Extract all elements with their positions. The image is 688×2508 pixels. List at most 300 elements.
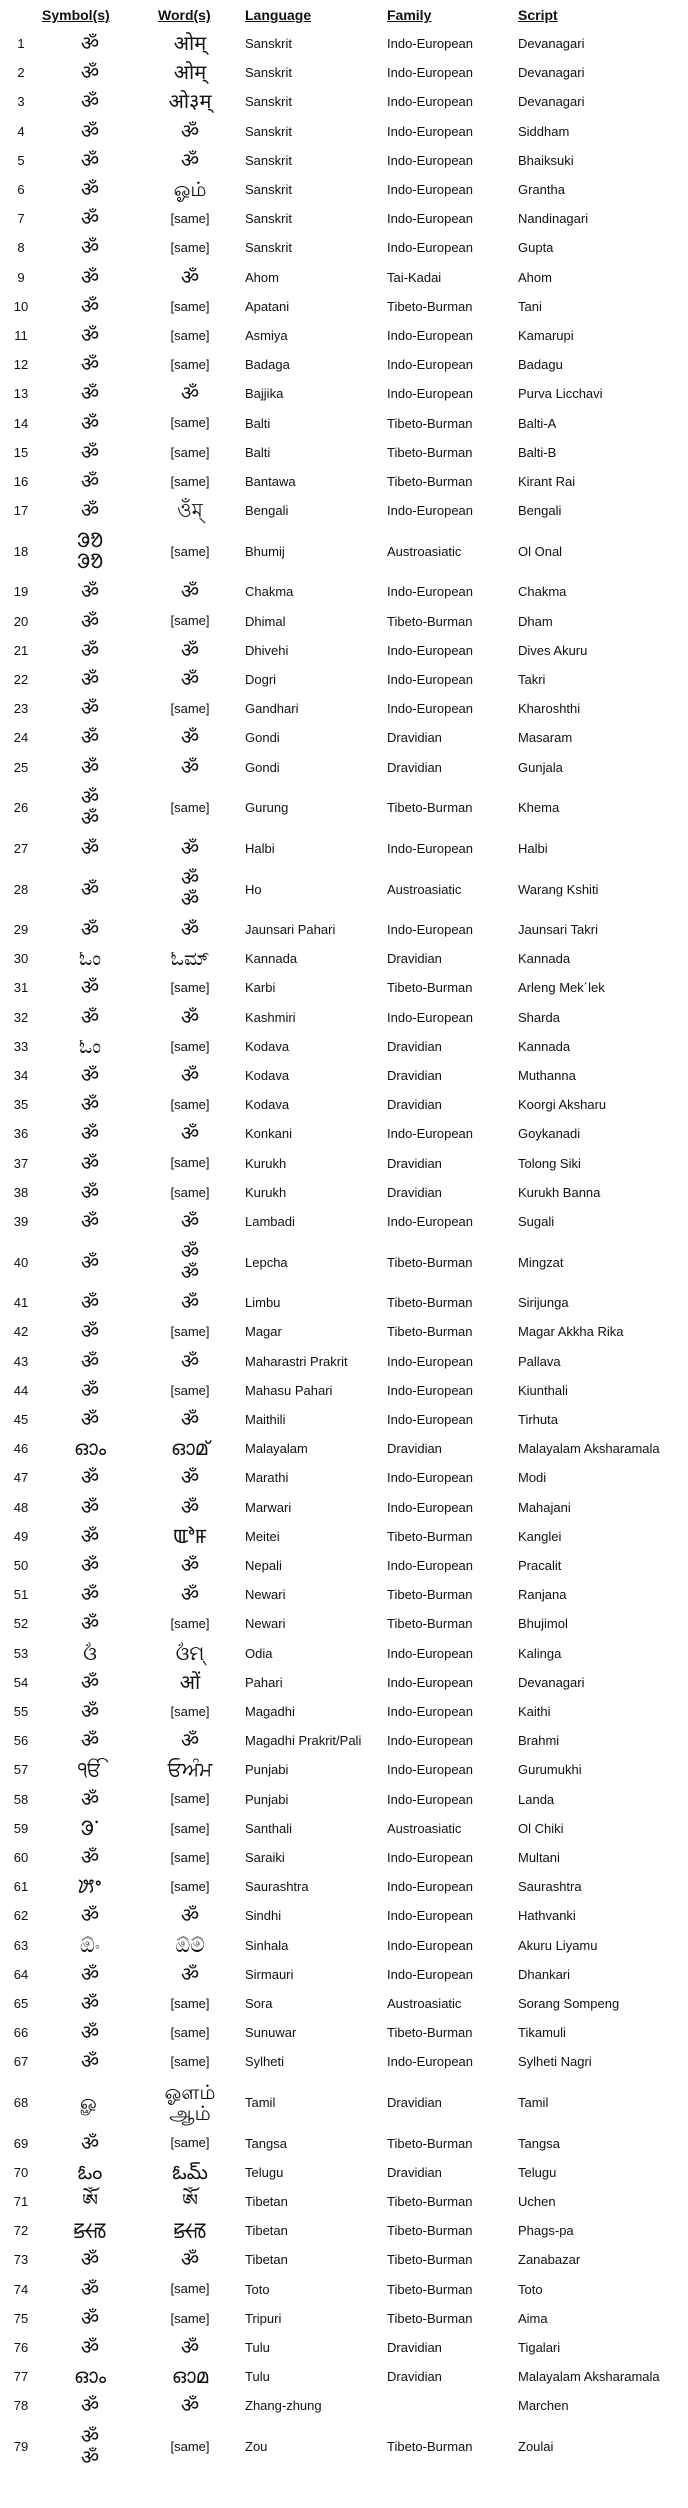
row-number: 39 bbox=[13, 1214, 29, 1230]
family-cell: Indo-European bbox=[387, 1353, 474, 1369]
symbol-cell bbox=[40, 1843, 140, 1872]
symbol-glyph: ॐ bbox=[80, 1611, 100, 1636]
symbol-glyph: ༀ bbox=[81, 2189, 99, 2214]
row-number: 27 bbox=[13, 840, 29, 856]
table-row bbox=[0, 1989, 688, 2018]
language-cell: Karbi bbox=[245, 980, 276, 996]
word-cell bbox=[140, 665, 240, 694]
table-row bbox=[0, 2304, 688, 2333]
symbol-glyph: ॐ bbox=[80, 2247, 100, 2272]
family-cell: Indo-European bbox=[387, 36, 474, 52]
script-cell: Bhujimol bbox=[518, 1616, 568, 1632]
word-text: [same] bbox=[170, 327, 210, 343]
symbol-glyph: ੴ bbox=[77, 1757, 103, 1782]
table-row bbox=[0, 467, 688, 496]
symbol-cell bbox=[40, 944, 140, 973]
table-row bbox=[0, 1149, 688, 1178]
symbol-glyph: ॐ bbox=[80, 579, 100, 604]
language-cell: Tibetan bbox=[245, 2252, 288, 2268]
row-number: 76 bbox=[13, 2340, 29, 2356]
language-cell: Balti bbox=[245, 444, 271, 460]
symbol-glyph: ॐ bbox=[80, 1582, 100, 1607]
word-cell bbox=[140, 1551, 240, 1580]
script-cell: Kannada bbox=[518, 951, 571, 967]
word-text: ॐ bbox=[180, 1494, 200, 1519]
row-number: 16 bbox=[13, 474, 29, 490]
language-cell: Saurashtra bbox=[245, 1879, 309, 1895]
symbol-glyph: ᱳᱸ bbox=[80, 1815, 100, 1840]
row-number: 18 bbox=[13, 543, 29, 559]
language-cell: Sanskrit bbox=[245, 152, 292, 168]
language-cell: Toto bbox=[245, 2281, 270, 2297]
word-cell bbox=[140, 350, 240, 379]
row-number: 31 bbox=[13, 980, 29, 996]
symbol-glyph: ॐ bbox=[80, 2130, 100, 2155]
symbol-glyph: ॐ bbox=[80, 2423, 100, 2448]
family-cell: Tibeto-Burman bbox=[387, 1587, 473, 1603]
language-cell: Gurung bbox=[245, 800, 289, 816]
word-cell bbox=[140, 636, 240, 665]
row-number: 34 bbox=[13, 1068, 29, 1084]
family-cell: Tibeto-Burman bbox=[387, 2281, 473, 2297]
table-row bbox=[0, 2047, 688, 2076]
word-text: ओ३म् bbox=[168, 89, 212, 114]
word-text: ॐ bbox=[180, 118, 200, 143]
row-number: 10 bbox=[13, 298, 29, 314]
word-text: ॐ bbox=[180, 147, 200, 172]
family-cell: Indo-European bbox=[387, 1558, 474, 1574]
script-cell: Gupta bbox=[518, 240, 554, 256]
symbol-cell bbox=[40, 2245, 140, 2274]
family-cell: Indo-European bbox=[387, 386, 474, 402]
family-cell: Indo-European bbox=[387, 1382, 474, 1398]
language-cell: Nepali bbox=[245, 1558, 282, 1574]
word-text: [same] bbox=[170, 543, 210, 559]
symbol-glyph: ॐ bbox=[80, 754, 100, 779]
family-cell: Dravidian bbox=[387, 1038, 442, 1054]
language-cell: Tangsa bbox=[245, 2135, 287, 2151]
table-row bbox=[0, 1960, 688, 1989]
table-row bbox=[0, 379, 688, 408]
table-row bbox=[0, 1814, 688, 1843]
row-number: 40 bbox=[13, 1254, 29, 1270]
script-cell: Balti-B bbox=[518, 444, 557, 460]
word-cell bbox=[140, 525, 240, 577]
symbol-cell bbox=[40, 175, 140, 204]
family-cell: Indo-European bbox=[387, 922, 474, 938]
language-cell: Maithili bbox=[245, 1412, 286, 1428]
row-number: 75 bbox=[13, 2310, 29, 2326]
table-row bbox=[0, 944, 688, 973]
word-cell bbox=[140, 2275, 240, 2304]
family-cell: Dravidian bbox=[387, 2369, 442, 2385]
symbol-cell bbox=[40, 1119, 140, 1148]
family-cell: Indo-European bbox=[387, 1908, 474, 1924]
language-cell: Dhivehi bbox=[245, 642, 289, 658]
word-cell bbox=[140, 1609, 240, 1638]
row-number: 51 bbox=[13, 1587, 29, 1603]
symbol-glyph: ௐ bbox=[80, 2090, 100, 2115]
table-row bbox=[0, 292, 688, 321]
word-cell bbox=[140, 1236, 240, 1288]
word-cell bbox=[140, 1726, 240, 1755]
family-cell: Indo-European bbox=[387, 1791, 474, 1807]
table-row bbox=[0, 2158, 688, 2187]
script-cell: Kirant Rai bbox=[518, 474, 576, 490]
row-number: 5 bbox=[17, 152, 25, 168]
word-text: ॐ bbox=[180, 1582, 200, 1607]
family-cell: Indo-European bbox=[387, 211, 474, 227]
symbol-cell bbox=[40, 1639, 140, 1668]
symbol-glyph: ॐ bbox=[80, 118, 100, 143]
script-cell: Ol Onal bbox=[518, 543, 563, 559]
word-cell bbox=[140, 87, 240, 116]
language-cell: Punjabi bbox=[245, 1791, 289, 1807]
symbol-cell bbox=[40, 350, 140, 379]
language-cell: Maharastri Prakrit bbox=[245, 1353, 348, 1369]
language-cell: Bantawa bbox=[245, 474, 296, 490]
symbol-cell bbox=[40, 263, 140, 292]
symbol-glyph: ॐ bbox=[80, 89, 100, 114]
symbol-cell bbox=[40, 2018, 140, 2047]
language-cell: Tulu bbox=[245, 2340, 270, 2356]
script-cell: Ranjana bbox=[518, 1587, 567, 1603]
symbol-glyph: ॐ bbox=[80, 1249, 100, 1274]
symbol-cell bbox=[40, 2187, 140, 2216]
symbol-glyph: ॐ bbox=[80, 1319, 100, 1344]
family-cell: Indo-European bbox=[387, 1645, 474, 1661]
word-cell bbox=[140, 1317, 240, 1346]
script-cell: Landa bbox=[518, 1791, 555, 1807]
family-cell: Indo-European bbox=[387, 701, 474, 717]
symbol-glyph: ॐ bbox=[80, 835, 100, 860]
script-cell: Tigalari bbox=[518, 2340, 561, 2356]
table-row bbox=[0, 1003, 688, 1032]
symbol-cell bbox=[40, 915, 140, 944]
symbol-glyph: ॐ bbox=[80, 1553, 100, 1578]
language-cell: Sanskrit bbox=[245, 240, 292, 256]
word-cell bbox=[140, 117, 240, 146]
symbol-cell bbox=[40, 636, 140, 665]
row-number: 8 bbox=[17, 240, 25, 256]
language-cell: Bhumij bbox=[245, 543, 285, 559]
word-cell bbox=[140, 1989, 240, 2018]
word-text: ओम् bbox=[173, 31, 207, 56]
script-cell: Marchen bbox=[518, 2398, 569, 2414]
family-cell: Tibeto-Burman bbox=[387, 474, 473, 490]
script-cell: Pallava bbox=[518, 1353, 561, 1369]
symbol-glyph: ॐ bbox=[80, 1179, 100, 1204]
symbol-glyph: ꡝꡡꡏ bbox=[73, 2218, 107, 2243]
word-text: ॐ bbox=[180, 2335, 200, 2360]
row-number: 69 bbox=[13, 2135, 29, 2151]
word-cell bbox=[140, 2018, 240, 2047]
language-cell: Kashmiri bbox=[245, 1009, 296, 1025]
symbol-cell bbox=[40, 1989, 140, 2018]
script-cell: Ahom bbox=[518, 269, 552, 285]
symbol-glyph: ඕං bbox=[80, 1932, 100, 1957]
table-row bbox=[0, 87, 688, 116]
word-cell bbox=[140, 2077, 240, 2129]
symbol-glyph: ॐ bbox=[80, 1348, 100, 1373]
script-cell: Mingzat bbox=[518, 1254, 564, 1270]
symbol-cell bbox=[40, 2333, 140, 2362]
symbol-glyph: ॐ bbox=[80, 2305, 100, 2330]
language-cell: Gandhari bbox=[245, 701, 299, 717]
family-cell: Tibeto-Burman bbox=[387, 1295, 473, 1311]
row-number: 33 bbox=[13, 1038, 29, 1054]
row-number: 35 bbox=[13, 1097, 29, 1113]
word-text: ஓளம் bbox=[164, 2079, 216, 2104]
table-row bbox=[0, 1755, 688, 1784]
word-text: ඕම් bbox=[175, 1932, 205, 1957]
row-number: 65 bbox=[13, 1996, 29, 2012]
word-cell bbox=[140, 1288, 240, 1317]
table-row bbox=[0, 58, 688, 87]
row-number: 59 bbox=[13, 1820, 29, 1836]
language-cell: Odia bbox=[245, 1645, 273, 1661]
table-row bbox=[0, 409, 688, 438]
language-cell: Bajjika bbox=[245, 386, 284, 402]
table-row bbox=[0, 1119, 688, 1148]
symbol-cell bbox=[40, 409, 140, 438]
language-cell: Halbi bbox=[245, 840, 275, 856]
word-cell bbox=[140, 2391, 240, 2420]
word-cell bbox=[140, 834, 240, 863]
row-number: 70 bbox=[13, 2164, 29, 2180]
word-cell bbox=[140, 973, 240, 1002]
language-cell: Sirmauri bbox=[245, 1966, 294, 1982]
language-cell: Sora bbox=[245, 1996, 273, 2012]
symbol-glyph: ॐ bbox=[80, 1494, 100, 1519]
family-cell: Austroasiatic bbox=[387, 543, 462, 559]
word-cell bbox=[140, 1580, 240, 1609]
symbol-glyph: ఓం bbox=[77, 2159, 103, 2184]
word-text: ॐ bbox=[180, 1063, 200, 1088]
word-cell bbox=[140, 1090, 240, 1119]
family-cell: Tibeto-Burman bbox=[387, 1324, 473, 1340]
symbol-cell bbox=[40, 1872, 140, 1901]
word-text: ஓம் bbox=[173, 177, 207, 202]
table-row bbox=[0, 694, 688, 723]
word-cell bbox=[140, 577, 240, 606]
word-cell bbox=[140, 1032, 240, 1061]
script-cell: Sylheti Nagri bbox=[518, 2054, 592, 2070]
script-cell: Tolong Siki bbox=[518, 1155, 581, 1171]
table-row bbox=[0, 1639, 688, 1668]
symbol-glyph: ॐ bbox=[80, 293, 100, 318]
table-row bbox=[0, 1726, 688, 1755]
row-number: 43 bbox=[13, 1353, 29, 1369]
table-row bbox=[0, 2187, 688, 2216]
word-cell bbox=[140, 1207, 240, 1236]
family-cell: Dravidian bbox=[387, 2095, 442, 2111]
symbol-cell bbox=[40, 2362, 140, 2391]
word-text: ॐ bbox=[180, 579, 200, 604]
symbol-glyph: ॐ bbox=[80, 410, 100, 435]
family-cell: Indo-European bbox=[387, 182, 474, 198]
language-cell: Magar bbox=[245, 1324, 282, 1340]
word-cell bbox=[140, 782, 240, 834]
script-cell: Chakma bbox=[518, 584, 567, 600]
word-text: ॐ bbox=[180, 2393, 200, 2418]
row-number: 4 bbox=[17, 123, 25, 139]
row-number: 48 bbox=[13, 1499, 29, 1515]
symbol-glyph: ॐ bbox=[80, 1699, 100, 1724]
row-number: 72 bbox=[13, 2223, 29, 2239]
table-row bbox=[0, 1463, 688, 1492]
word-text: ଓଁମ୍ bbox=[175, 1640, 205, 1665]
script-cell: Siddham bbox=[518, 123, 570, 139]
table-row bbox=[0, 263, 688, 292]
word-cell bbox=[140, 409, 240, 438]
family-cell: Indo-European bbox=[387, 1879, 474, 1895]
table-row bbox=[0, 834, 688, 863]
family-cell: Indo-European bbox=[387, 1009, 474, 1025]
symbol-glyph: ॐ bbox=[80, 1290, 100, 1315]
symbol-cell bbox=[40, 665, 140, 694]
symbol-cell bbox=[40, 1785, 140, 1814]
symbol-cell bbox=[40, 1580, 140, 1609]
word-text: [same] bbox=[170, 1616, 210, 1632]
word-text: [same] bbox=[170, 980, 210, 996]
row-number: 67 bbox=[13, 2054, 29, 2070]
word-cell bbox=[140, 1463, 240, 1492]
word-text: ॐ bbox=[180, 866, 200, 890]
symbol-glyph: ॐ bbox=[80, 1377, 100, 1402]
row-number: 42 bbox=[13, 1324, 29, 1340]
symbol-cell bbox=[40, 2275, 140, 2304]
symbol-cell bbox=[40, 1061, 140, 1090]
table-row bbox=[0, 863, 688, 915]
symbol-glyph: ॐ bbox=[80, 1465, 100, 1490]
language-cell: Kurukh bbox=[245, 1155, 287, 1171]
word-cell bbox=[140, 1785, 240, 1814]
symbol-glyph: ॐ bbox=[80, 917, 100, 942]
family-cell: Dravidian bbox=[387, 1155, 442, 1171]
header-script: Script bbox=[518, 7, 558, 23]
script-cell: Gunjala bbox=[518, 759, 563, 775]
symbol-glyph: ॐ bbox=[80, 1903, 100, 1928]
script-cell: Devanagari bbox=[518, 1674, 585, 1690]
family-cell: Indo-European bbox=[387, 1126, 474, 1142]
script-cell: Tangsa bbox=[518, 2135, 560, 2151]
language-cell: Asmiya bbox=[245, 328, 288, 344]
word-cell bbox=[140, 1960, 240, 1989]
symbol-glyph: ॐ bbox=[80, 1209, 100, 1234]
table-row bbox=[0, 1872, 688, 1901]
row-number: 52 bbox=[13, 1616, 29, 1632]
symbol-cell bbox=[40, 1931, 140, 1960]
table-row bbox=[0, 1090, 688, 1119]
word-text: ओम् bbox=[173, 60, 207, 85]
symbol-cell bbox=[40, 723, 140, 752]
row-number: 36 bbox=[13, 1126, 29, 1142]
family-cell: Tibeto-Burman bbox=[387, 2135, 473, 2151]
table-row bbox=[0, 577, 688, 606]
word-text: ॐ bbox=[180, 637, 200, 662]
language-cell: Saraiki bbox=[245, 1850, 285, 1866]
word-text: ॐ bbox=[180, 887, 200, 911]
table-row bbox=[0, 1061, 688, 1090]
language-cell: Dogri bbox=[245, 672, 277, 688]
table-row bbox=[0, 782, 688, 834]
word-text: [same] bbox=[170, 2438, 210, 2454]
symbol-cell bbox=[40, 1668, 140, 1697]
symbol-glyph: ॐ bbox=[80, 1991, 100, 2016]
row-number: 57 bbox=[13, 1762, 29, 1778]
family-cell: Indo-European bbox=[387, 1674, 474, 1690]
symbol-cell bbox=[40, 1726, 140, 1755]
family-cell: Dravidian bbox=[387, 1097, 442, 1113]
row-number: 47 bbox=[13, 1470, 29, 1486]
row-number: 13 bbox=[13, 386, 29, 402]
script-cell: Gurumukhi bbox=[518, 1762, 582, 1778]
family-cell: Indo-European bbox=[387, 152, 474, 168]
word-text: [same] bbox=[170, 2135, 210, 2151]
language-cell: Lambadi bbox=[245, 1214, 295, 1230]
row-number: 14 bbox=[13, 415, 29, 431]
row-number: 7 bbox=[17, 211, 25, 227]
row-number: 24 bbox=[13, 730, 29, 746]
word-text: ꡝꡡꡏ bbox=[173, 2218, 207, 2243]
word-cell bbox=[140, 1814, 240, 1843]
script-cell: Magar Akkha Rika bbox=[518, 1324, 624, 1340]
word-text: [same] bbox=[170, 210, 210, 226]
word-text: ਓਅੰਮ bbox=[167, 1757, 213, 1782]
symbol-glyph: ॐ bbox=[80, 1523, 100, 1548]
word-text: [same] bbox=[170, 1155, 210, 1171]
symbol-cell bbox=[40, 973, 140, 1002]
language-cell: Sylheti bbox=[245, 2054, 285, 2070]
script-cell: Mahajani bbox=[518, 1499, 571, 1515]
table-row bbox=[0, 2245, 688, 2274]
script-cell: Zoulai bbox=[518, 2439, 554, 2455]
row-number: 2 bbox=[17, 65, 25, 81]
language-cell: Tibetan bbox=[245, 2223, 288, 2239]
word-cell bbox=[140, 292, 240, 321]
word-cell bbox=[140, 496, 240, 525]
language-cell: Sanskrit bbox=[245, 182, 292, 198]
table-row bbox=[0, 1347, 688, 1376]
symbol-glyph: ॐ bbox=[80, 608, 100, 633]
language-cell: Jaunsari Pahari bbox=[245, 922, 336, 938]
family-cell: Dravidian bbox=[387, 1068, 442, 1084]
row-number: 78 bbox=[13, 2398, 29, 2414]
word-text: ಓಮ್ bbox=[170, 946, 210, 971]
word-text: ॐ bbox=[180, 1239, 200, 1264]
word-text: [same] bbox=[170, 1703, 210, 1719]
row-number: 62 bbox=[13, 1908, 29, 1924]
symbol-cell bbox=[40, 1347, 140, 1376]
row-number: 1 bbox=[17, 36, 25, 52]
family-cell: Indo-European bbox=[387, 1704, 474, 1720]
word-cell bbox=[140, 915, 240, 944]
language-cell: Malayalam bbox=[245, 1441, 308, 1457]
language-cell: Sinhala bbox=[245, 1937, 289, 1953]
table-row bbox=[0, 2018, 688, 2047]
script-cell: Sugali bbox=[518, 1214, 555, 1230]
word-text: [same] bbox=[170, 1995, 210, 2011]
symbol-glyph: ॐ bbox=[80, 2020, 100, 2045]
family-cell: Indo-European bbox=[387, 2054, 474, 2070]
word-text: ॐ bbox=[180, 1407, 200, 1432]
row-number: 3 bbox=[17, 94, 25, 110]
symbol-glyph: ॐ bbox=[80, 1669, 100, 1694]
word-cell bbox=[140, 438, 240, 467]
word-cell bbox=[140, 1843, 240, 1872]
row-number: 79 bbox=[13, 2439, 29, 2455]
